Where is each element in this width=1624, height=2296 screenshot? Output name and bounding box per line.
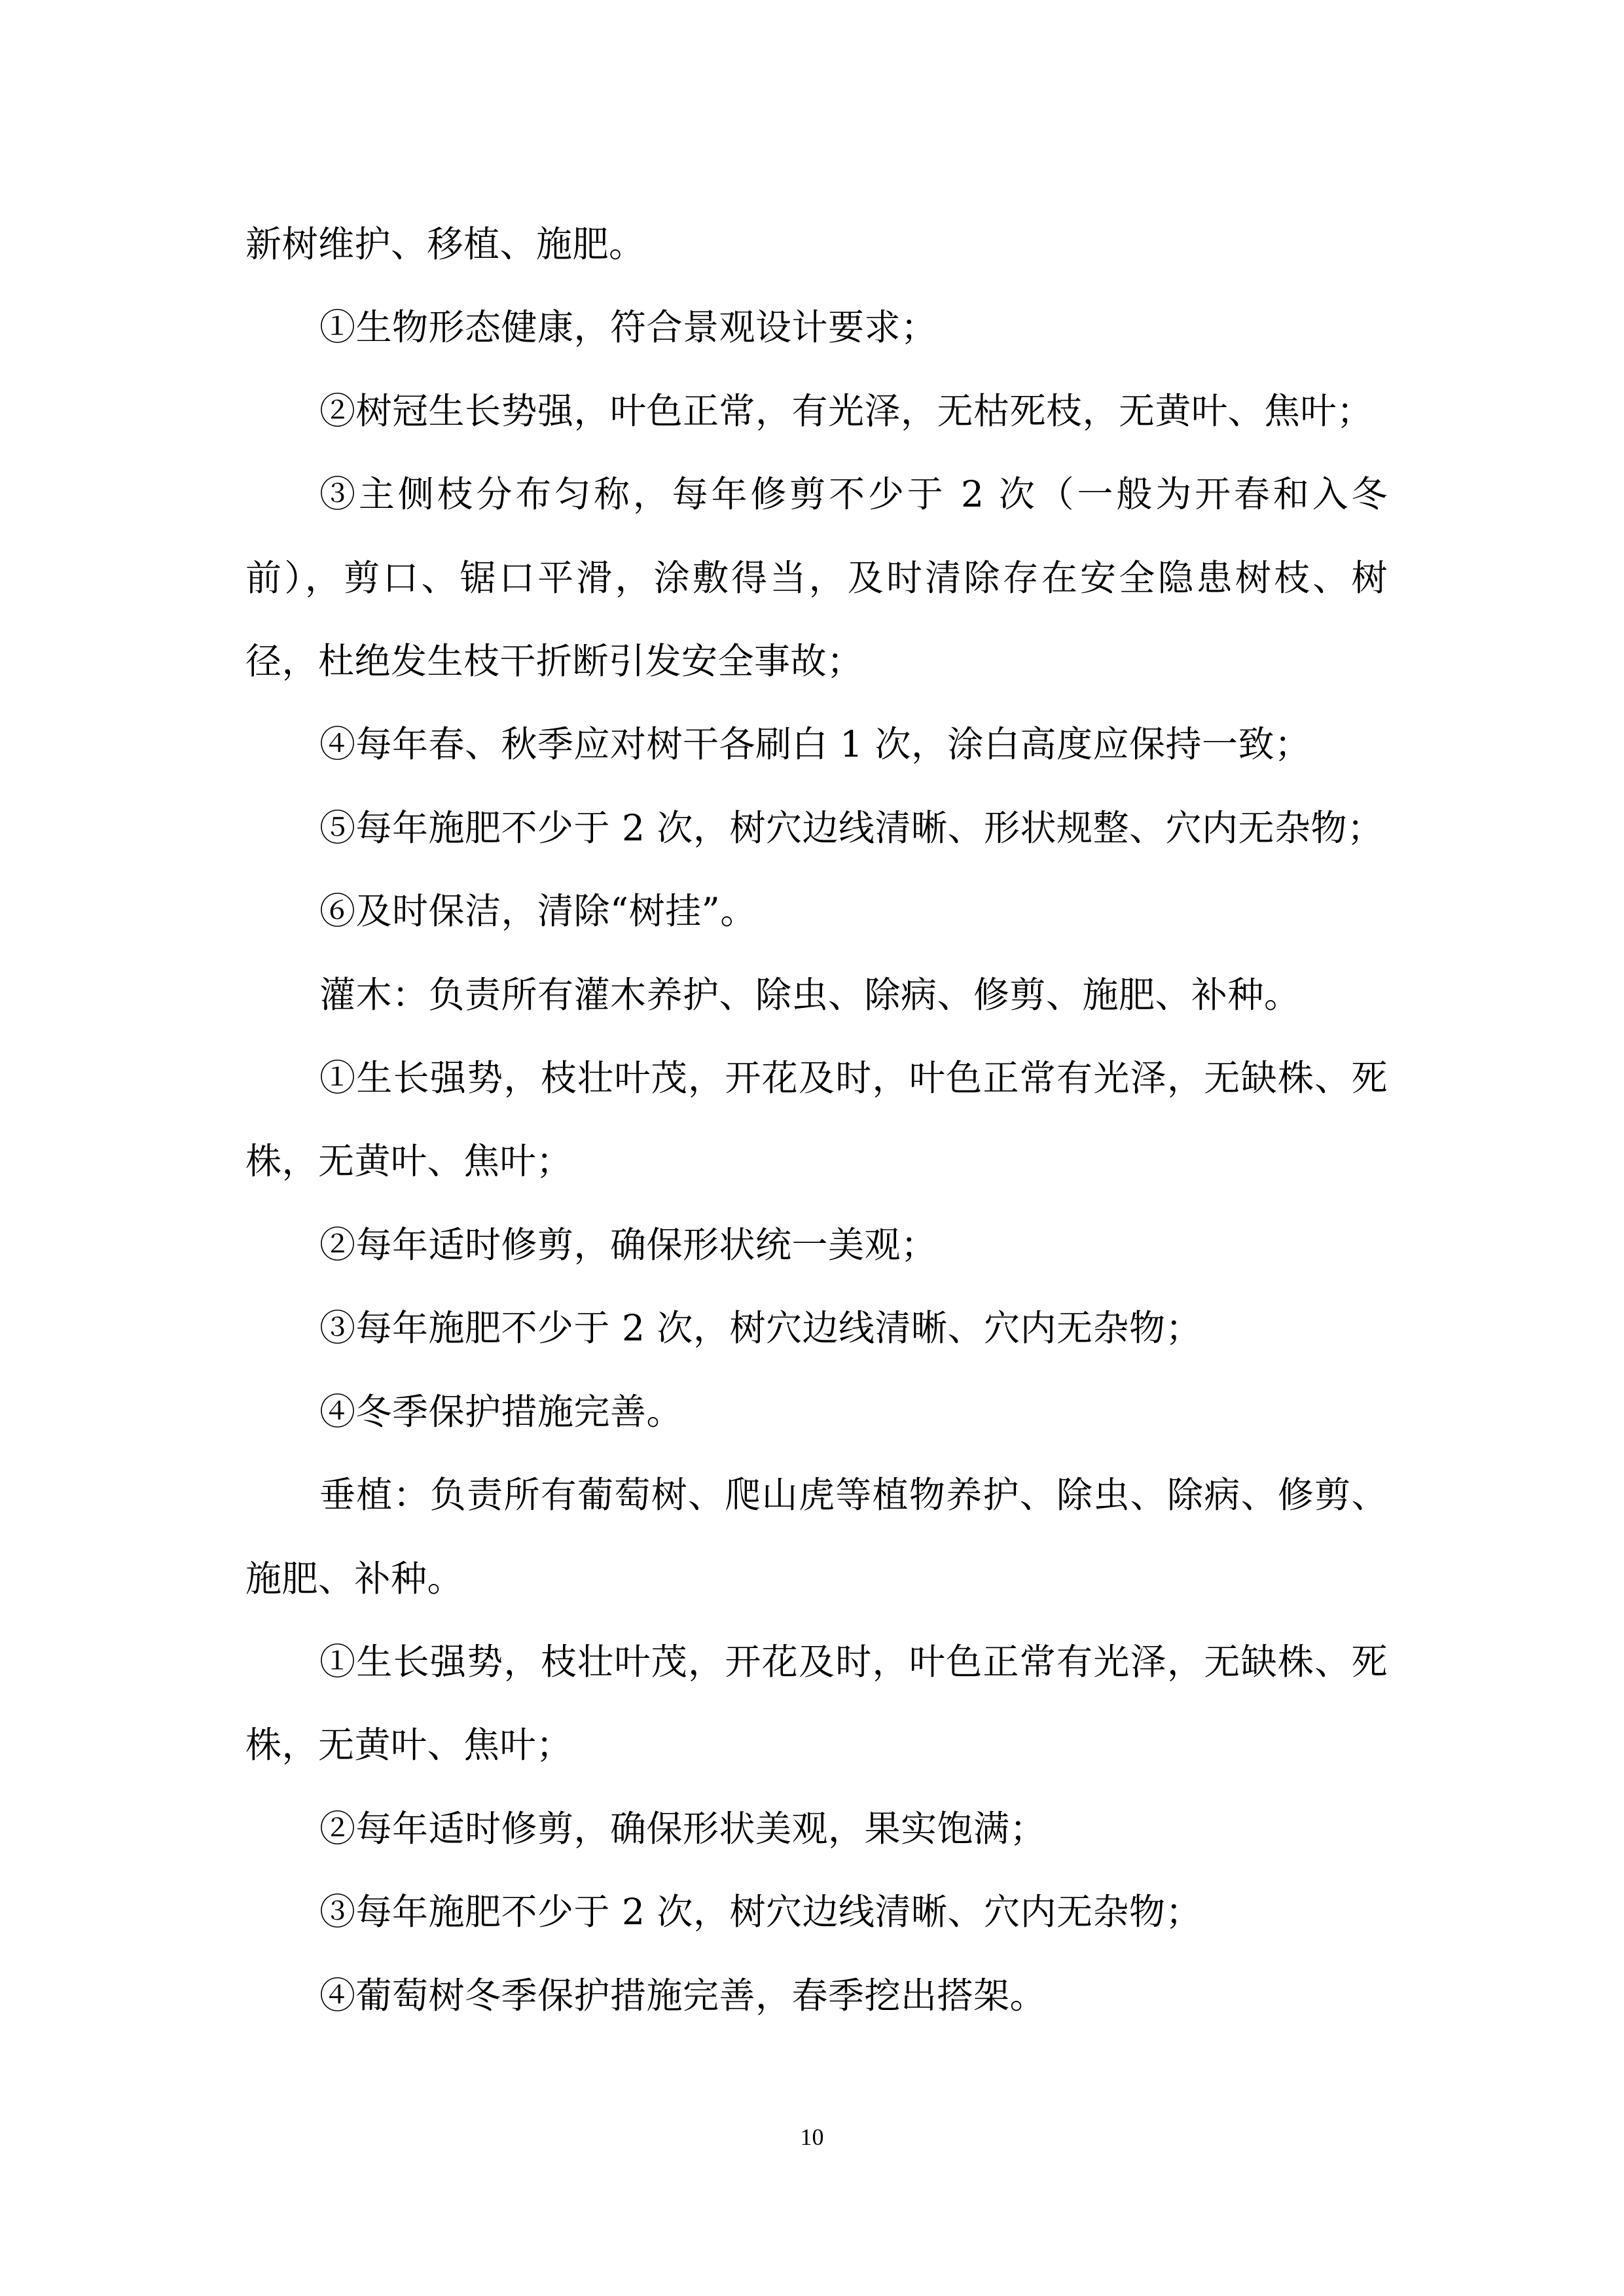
page-number: 10 <box>800 2124 824 2150</box>
paragraph-vertical-item-2: ②每年适时修剪，确保形状美观，果实饱满； <box>319 1807 1047 1850</box>
paragraph-tree-item-4: ④每年春、秋季应对树干各刷白 1 次，涂白高度应保持一致； <box>319 723 1311 766</box>
paragraph-tree-item-5: ⑤每年施肥不少于 2 次，树穴边线清晰、形状规整、穴内无杂物； <box>319 806 1384 849</box>
paragraph-continuation: 新树维护、移植、施肥。 <box>245 223 645 265</box>
paragraph-shrub-item-4: ④冬季保护措施完善。 <box>319 1390 683 1433</box>
paragraph-tree-item-3: ③主侧枝分布匀称，每年修剪不少于 2 次（一般为开春和入冬前），剪口、锯口平滑，涂敷得当，及时清除存在安全隐患树枝、树径，杜绝发生枝干折断引发安全事故； <box>245 473 1388 683</box>
paragraph-shrub-item-3: ③每年施肥不少于 2 次，树穴边线清晰、穴内无杂物； <box>319 1307 1202 1350</box>
paragraph-tree-item-6: ⑥及时保洁，清除“树挂”。 <box>319 890 757 933</box>
page-body <box>245 203 1388 2037</box>
paragraph-vertical-planting-heading: 垂植：负责所有葡萄树、爬山虎等植物养护、除虫、除病、修剪、施肥、补种。 <box>245 1474 1388 1600</box>
paragraph-shrub-heading: 灌木：负责所有灌木养护、除虫、除病、修剪、施肥、补种。 <box>319 973 1301 1016</box>
paragraph-tree-item-2: ②树冠生长势强，叶色正常，有光泽，无枯死枝，无黄叶、焦叶； <box>319 389 1373 432</box>
paragraph-vertical-item-3: ③每年施肥不少于 2 次，树穴边线清晰、穴内无杂物； <box>319 1891 1202 1933</box>
paragraph-tree-item-1: ①生物形态健康，符合景观设计要求； <box>319 306 937 349</box>
paragraph-vertical-item-4: ④葡萄树冬季保护措施完善，春季挖出搭架。 <box>319 1974 1047 2017</box>
paragraph-shrub-item-2: ②每年适时修剪，确保形状统一美观； <box>319 1223 937 1266</box>
paragraph-vertical-item-1: ①生长强势，枝壮叶茂，开花及时，叶色正常有光泽，无缺株、死株，无黄叶、焦叶； <box>245 1640 1388 1767</box>
paragraph-shrub-item-1: ①生长强势，枝壮叶茂，开花及时，叶色正常有光泽，无缺株、死株，无黄叶、焦叶； <box>245 1057 1388 1183</box>
